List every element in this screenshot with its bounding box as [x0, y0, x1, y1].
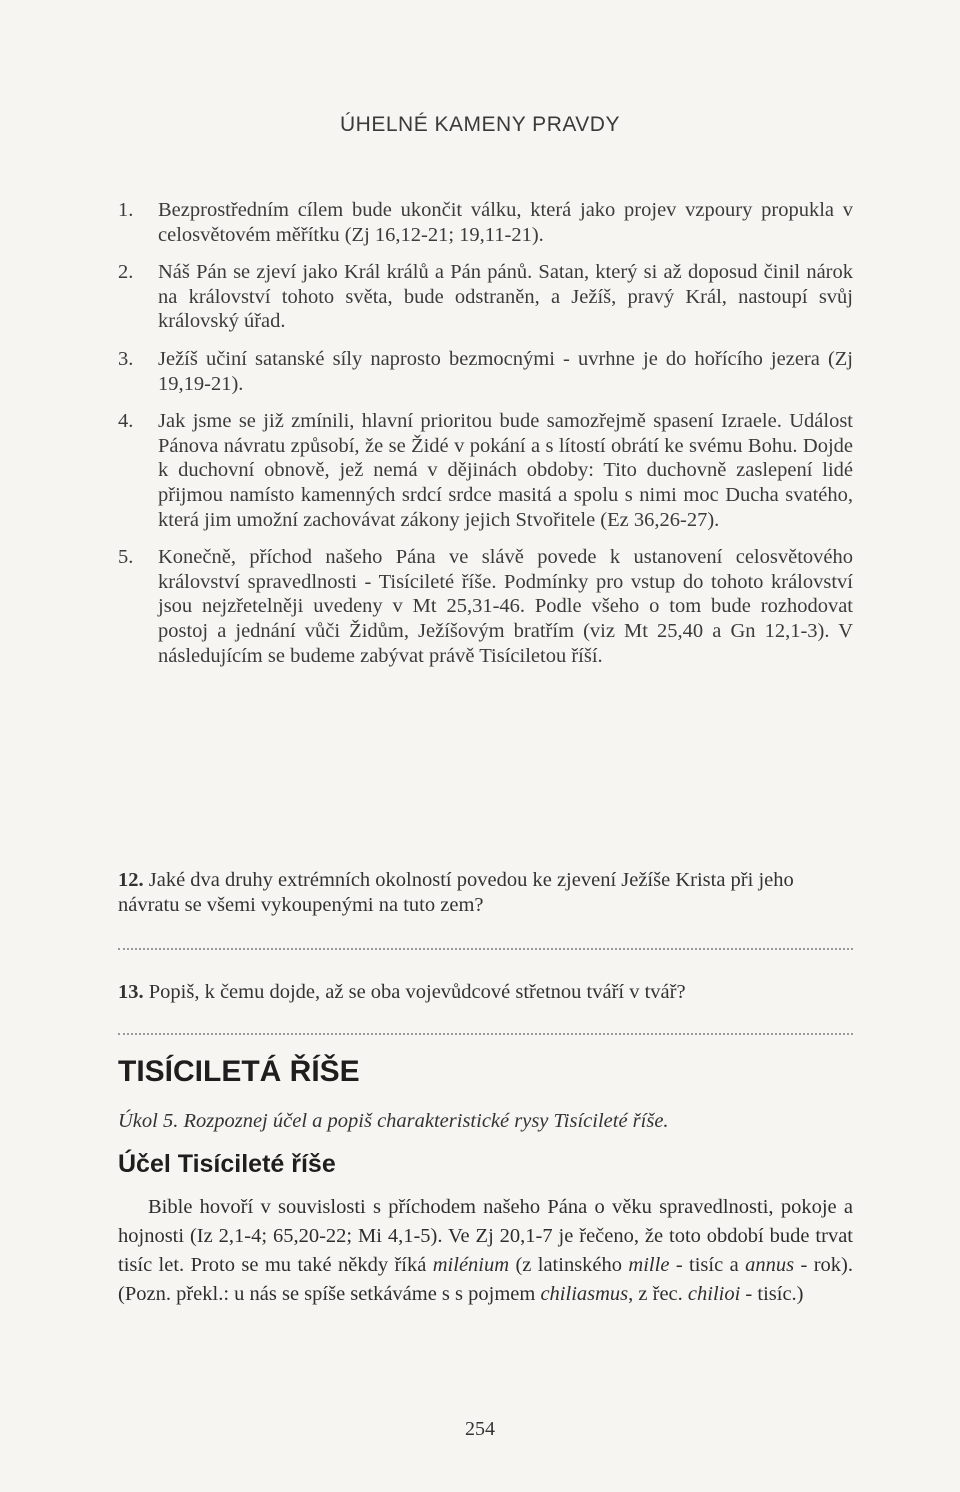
list-item: [118, 260, 853, 334]
numbered-list: [118, 198, 853, 681]
question-12: [118, 868, 853, 917]
running-head: ÚHELNÉ KAMENY PRAVDY: [340, 113, 620, 136]
subheading: Účel Tisícileté říše: [118, 1150, 336, 1178]
answer-line[interactable]: [118, 938, 853, 950]
list-item: [118, 545, 853, 668]
question-text: Popiš, k čemu dojde, až se oba vojevůdcové střetnou tváří v tvář?: [148, 981, 686, 1003]
paragraph-term: chiliasmus: [540, 1283, 629, 1305]
paragraph-text: (z latinského: [509, 1254, 629, 1276]
item-text: Ježíš učiní satanské síly naprosto bezmocnými - uvrhne je do hořícího jezera (Zj 19,19-21).: [158, 347, 853, 395]
paragraph-term: annus: [745, 1254, 795, 1276]
answer-line[interactable]: [118, 1023, 853, 1035]
list-item: [118, 198, 853, 247]
question-number: 12.: [118, 869, 144, 891]
list-item: [118, 409, 853, 532]
question-number: 13.: [118, 981, 144, 1003]
task-line: Úkol 5. Rozpoznej účel a popiš charakteristické rysy Tisícileté říše.: [118, 1110, 669, 1132]
body-paragraph: [118, 1193, 853, 1309]
paragraph-text: , z řec.: [628, 1283, 688, 1305]
item-number: 2.: [118, 261, 134, 284]
paragraph-text: Bible hovoří v souvislosti s příchodem našeho Pána o věku spravedlnosti, pokoje a hojnosti (Iz 2,1-4; 65,20-22; Mi 4,1-5). Ve Zj 20,1-7 je řečeno, že toto období bude trvat tisíc let. Proto se mu také někdy říká: [118, 1196, 853, 1276]
section-heading: TISÍCILETÁ ŘÍŠE: [118, 1055, 360, 1088]
item-number: 5.: [118, 546, 134, 569]
paragraph-text: - rok). (Pozn. překl.: u nás se spíše setkáváme s s pojmem: [118, 1254, 853, 1305]
paragraph-text: - tisíc.): [740, 1283, 804, 1305]
item-number: 3.: [118, 347, 134, 370]
page-number: 254: [465, 1418, 495, 1440]
item-text: Bezprostředním cílem bude ukončit válku, která jako projev vzpoury propukla v celosvětovém měřítku (Zj 16,12-21; 19,11-21).: [158, 199, 853, 246]
paragraph-text: - tisíc a: [669, 1254, 746, 1276]
paragraph-term: milénium: [432, 1254, 510, 1276]
list-item: [118, 347, 853, 396]
item-number: 1.: [118, 199, 134, 221]
question-13: [118, 980, 853, 1005]
item-number: 4.: [118, 410, 134, 433]
paragraph-term: mille: [628, 1254, 670, 1276]
item-text: Náš Pán se zjeví jako Král králů a Pán pánů. Satan, který si až doposud činil nárok na království tohoto světa, bude odstraněn, a Ježíš, pravý Král, nastoupí svůj královský úřad.: [158, 261, 853, 333]
item-text: Konečně, příchod našeho Pána ve slávě povede k ustanovení celosvětového království spravedlnosti - Tisícileté říše. Podmínky pro vstup do tohoto království jsou nejzřetelněji uvedeny v Mt 25,31-46. Podle všeho o tom bude rozhodovat postoj a jednání vůči Židům, Ježíšovým bratřím (viz Mt 25,40 a Gn 12,1-3). V následujícím se budeme zabývat právě Tisíciletou říší.: [158, 546, 853, 667]
item-text: Jak jsme se již zmínili, hlavní prioritou bude samozřejmě spasení Izraele. Událost Pánova návratu způsobí, že se Židé v pokání a s lítostí obrátí ke svému Bohu. Dojde k duchovní obnově, jež nemá v dějinách obdoby: Tito duchovně zaslepení lidé přijmou namísto kamenných srdcí srdce masitá a spolu s nimi moc Ducha svatého, která jim umožní zachovávat zákony jejich Stvořitele (Ez 36,26-27).: [158, 410, 853, 531]
question-text: Jaké dva druhy extrémních okolností povedou ke zjevení Ježíše Krista při jeho návratu se všemi vykoupenými na tuto zem?: [118, 869, 794, 916]
paragraph-term: chilioi: [687, 1283, 741, 1305]
